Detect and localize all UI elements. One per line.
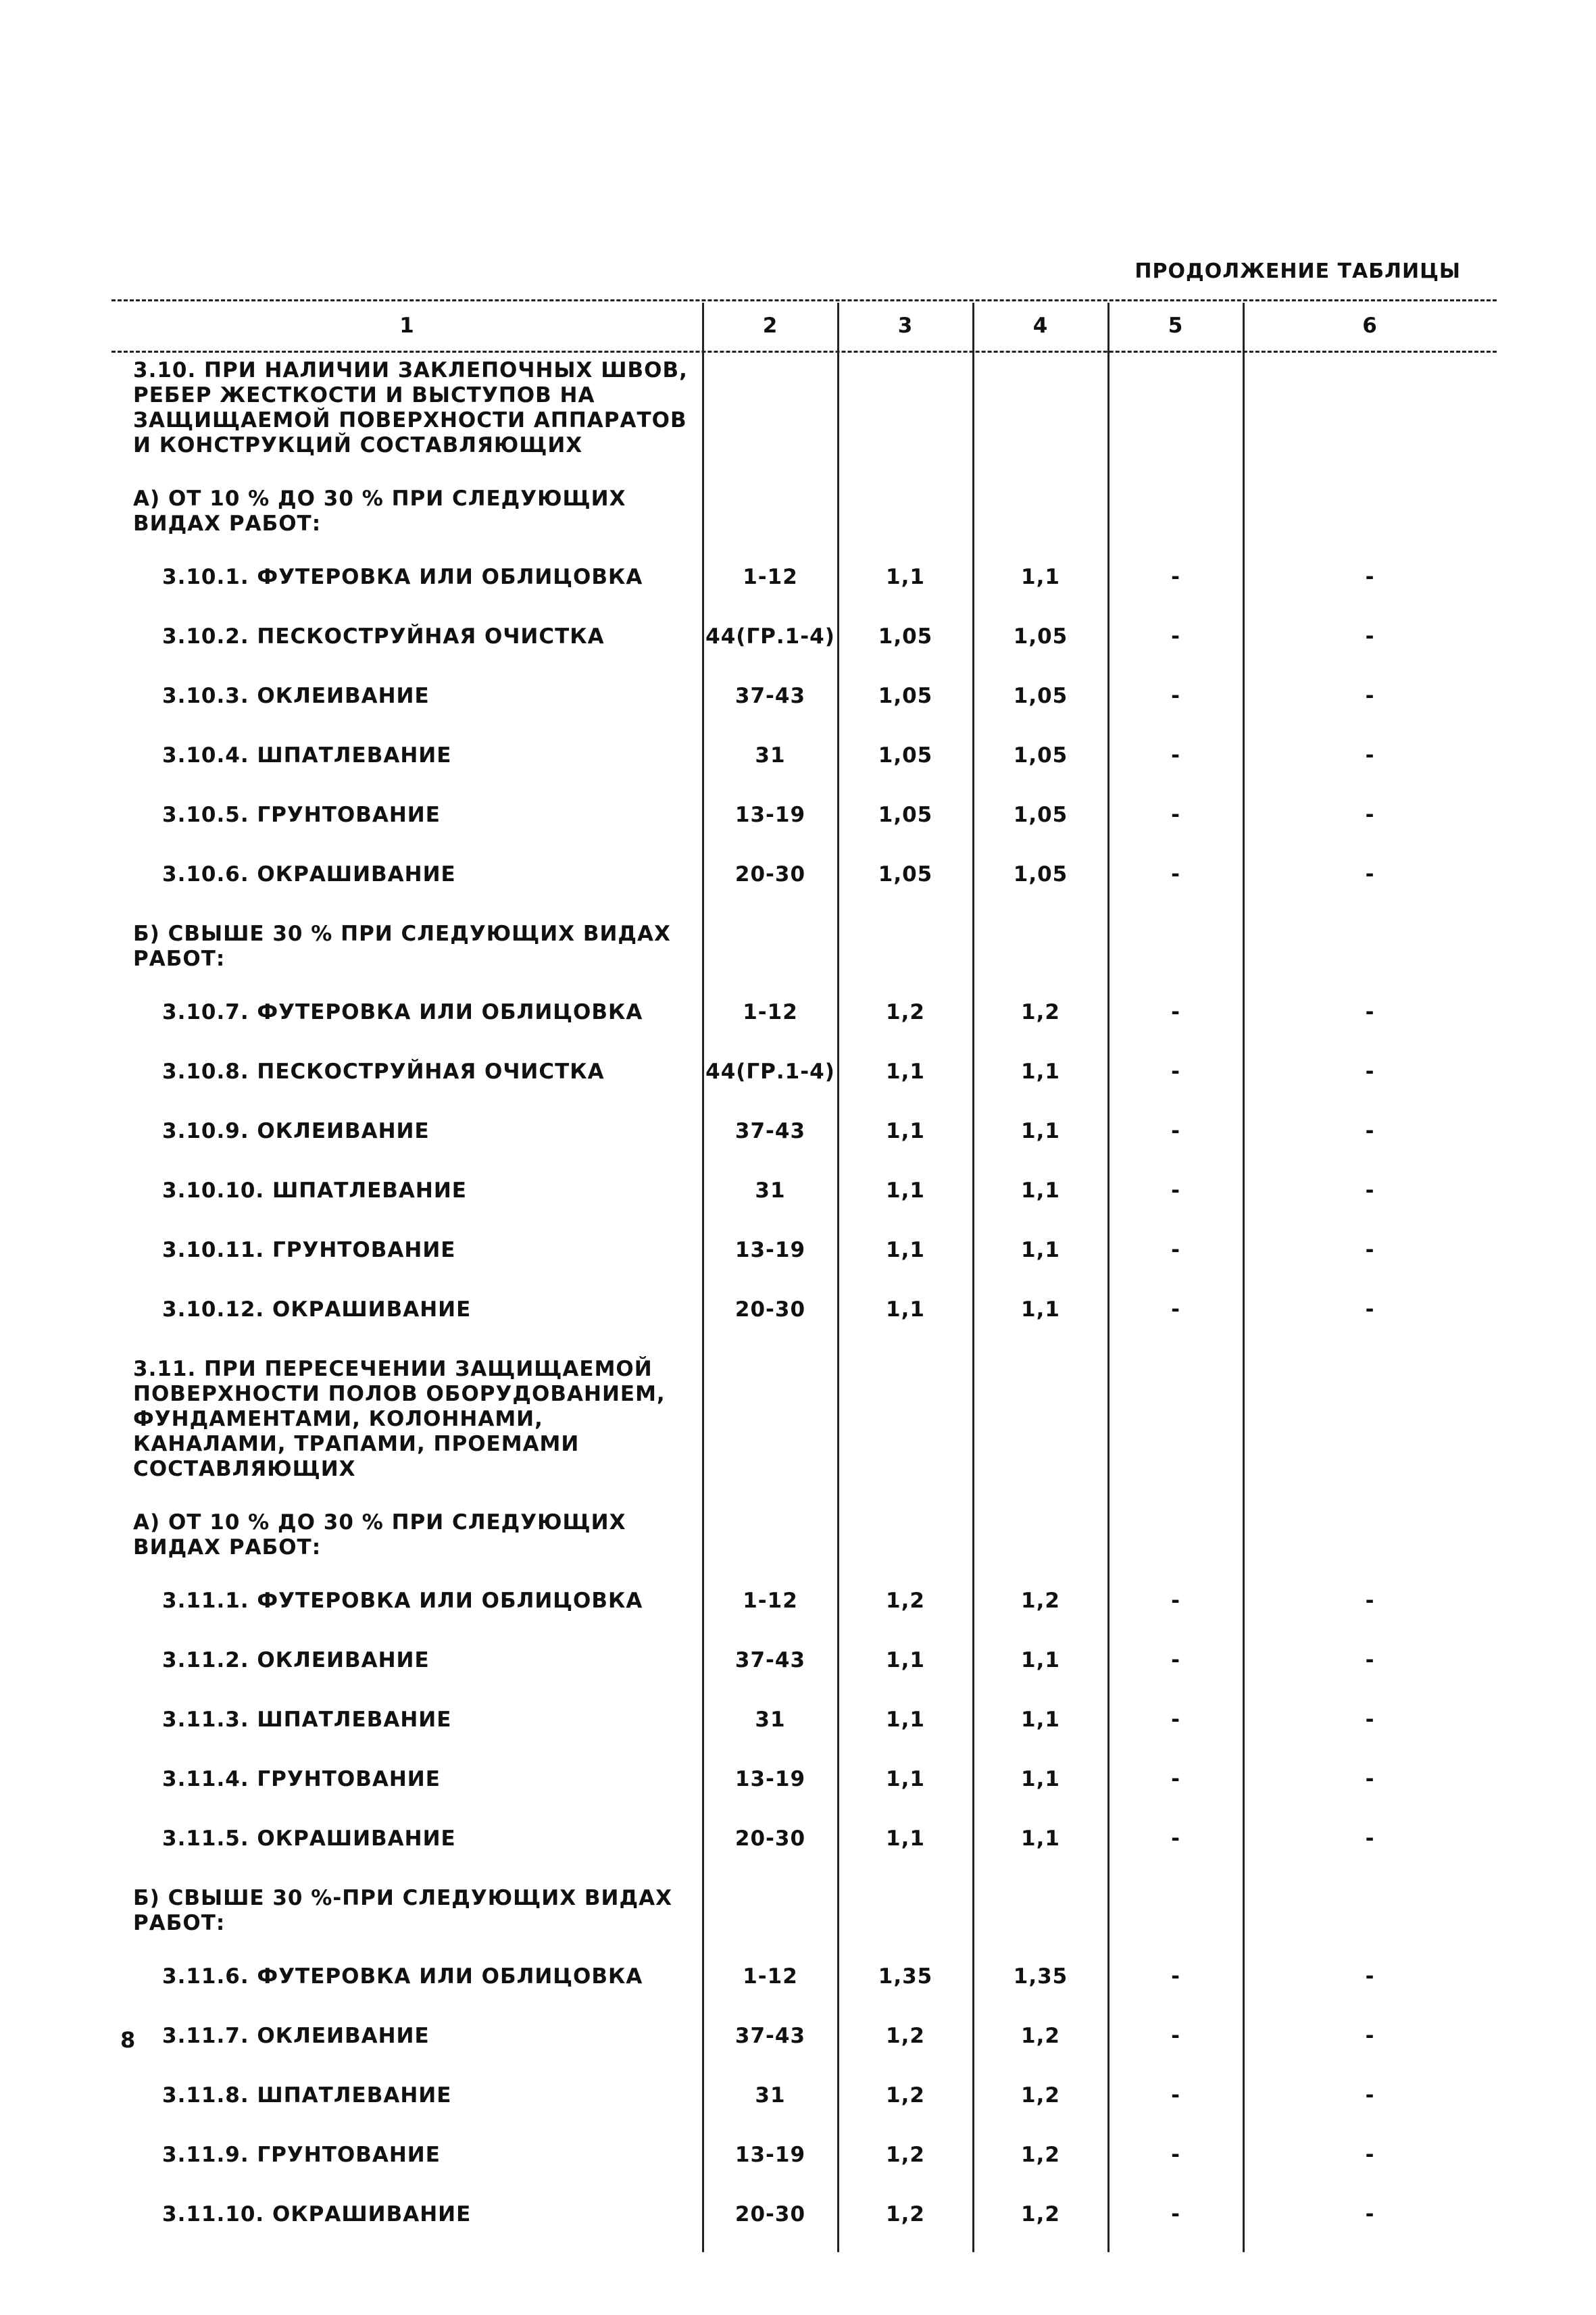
row-description: 3.10.7. ФУТЕРОВКА ИЛИ ОБЛИЦОВКА [162,1000,643,1024]
row-description: Б) СВЫШЕ 30 % ПРИ СЛЕДУЮЩИХ ВИДАХ РАБОТ: [133,922,671,971]
row-description: А) ОТ 10 % ДО 30 % ПРИ СЛЕДУЮЩИХ ВИДАХ РАБОТ: [133,487,626,536]
cell-c6: - [1365,1060,1375,1084]
empty-cell [703,1501,838,1579]
cell-c5: - [1171,2202,1180,2226]
cell-c5: - [1171,684,1180,708]
cell-c6: - [1365,1297,1375,1322]
cell-c6: - [1365,2024,1375,2048]
cell-c5: - [1171,1826,1180,1851]
empty-cell [1243,912,1497,991]
cell-c4: 1,1 [1021,1708,1060,1732]
cell-c4: 1,1 [1021,1767,1060,1791]
table-row [111,1698,1497,1758]
column-separator [972,303,974,2252]
cell-c6: - [1365,1000,1375,1024]
cell-c6: - [1365,565,1375,589]
cell-c3: 1,2 [886,2083,925,2108]
cell-c3: 1,1 [886,565,925,589]
row-description: 3.11.7. ОКЛЕИВАНИЕ [162,2024,430,2048]
cell-c4: 1,2 [1021,2024,1060,2048]
cell-c3: 1,1 [886,1708,925,1732]
table-row [111,1110,1497,1169]
table-row [111,1228,1497,1288]
row-description: 3.10.3. ОКЛЕИВАНИЕ [162,684,430,708]
cell-c2: 13-19 [734,2143,806,2167]
cell-c2: 37-43 [734,1119,806,1143]
table-row [111,2014,1497,2074]
cell-c5: - [1171,1589,1180,1613]
table-row [111,477,1497,555]
empty-cell [703,1347,838,1501]
cell-c5: - [1171,1767,1180,1791]
cell-c2: 31 [755,743,786,768]
row-description: 3.11.10. ОКРАШИВАНИЕ [162,2202,472,2226]
table-continuation-caption: ПРОДОЛЖЕНИЕ ТАБЛИЦЫ [1134,259,1461,283]
column-header: 4 [1032,313,1049,338]
cell-c5: - [1171,2143,1180,2167]
cell-c5: - [1171,862,1180,887]
cell-c2: 44(ГР.1-4) [705,1060,835,1084]
empty-cell [1243,1347,1497,1501]
cell-c2: 1-12 [743,1000,798,1024]
cell-c4: 1,2 [1021,1000,1060,1024]
row-description: 3.11.2. ОКЛЕИВАНИЕ [162,1648,430,1672]
row-description: 3.11.1. ФУТЕРОВКА ИЛИ ОБЛИЦОВКА [162,1589,643,1613]
table-row [111,1347,1497,1501]
cell-c2: 1-12 [743,1964,798,1989]
empty-cell [703,349,838,477]
cell-c2: 1-12 [743,565,798,589]
cell-c3: 1,1 [886,1767,925,1791]
column-separator [1243,303,1245,2252]
row-description: 3.11.9. ГРУНТОВАНИЕ [162,2143,441,2167]
cell-c3: 1,2 [886,2143,925,2167]
cell-c5: - [1171,2083,1180,2108]
cell-c2: 37-43 [734,1648,806,1672]
empty-cell [973,912,1108,991]
row-description: 3.10.2. ПЕСКОСТРУЙНАЯ ОЧИСТКА [162,624,605,649]
empty-cell [838,349,973,477]
table-row [111,734,1497,793]
row-description: 3.10.9. ОКЛЕИВАНИЕ [162,1119,430,1143]
cell-c6: - [1365,1238,1375,1262]
cell-c3: 1,1 [886,1826,925,1851]
row-description: 3.10.4. ШПАТЛЕВАНИЕ [162,743,452,768]
cell-c2: 13-19 [734,1767,806,1791]
cell-c2: 20-30 [734,2202,806,2226]
column-separator [837,303,839,2252]
row-description: 3.10. ПРИ НАЛИЧИИ ЗАКЛЕПОЧНЫХ ШВОВ, РЕБЕР ЖЕСТКОСТИ И ВЫСТУПОВ НА ЗАЩИЩАЕМОЙ ПОВЕРХНОСТИ АППАРАТОВ И КОНСТРУКЦИЙ СОСТАВЛЯЮЩИХ [133,358,688,457]
cell-c5: - [1171,1238,1180,1262]
cell-c5: - [1171,743,1180,768]
empty-cell [1108,349,1243,477]
cell-c2: 13-19 [734,803,806,827]
cell-c6: - [1365,1708,1375,1732]
cell-c6: - [1365,2202,1375,2226]
cell-c4: 1,1 [1021,1648,1060,1672]
table-body [111,349,1497,2252]
row-description: Б) СВЫШЕ 30 %-ПРИ СЛЕДУЮЩИХ ВИДАХ РАБОТ: [133,1886,672,1935]
cell-c5: - [1171,1060,1180,1084]
cell-c4: 1,1 [1021,1178,1060,1203]
column-header: 3 [897,313,914,338]
cell-c4: 1,2 [1021,2083,1060,2108]
cell-c5: - [1171,1708,1180,1732]
row-description: 3.10.10. ШПАТЛЕВАНИЕ [162,1178,467,1203]
cell-c3: 1,2 [886,1000,925,1024]
cell-c6: - [1365,1119,1375,1143]
cell-c4: 1,1 [1021,565,1060,589]
empty-cell [838,1501,973,1579]
row-description: 3.10.11. ГРУНТОВАНИЕ [162,1238,456,1262]
cell-c3: 1,1 [886,1648,925,1672]
cell-c4: 1,2 [1021,1589,1060,1613]
cell-c3: 1,1 [886,1119,925,1143]
cell-c5: - [1171,1000,1180,1024]
row-description: 3.10.5. ГРУНТОВАНИЕ [162,803,441,827]
empty-cell [973,1501,1108,1579]
row-description: А) ОТ 10 % ДО 30 % ПРИ СЛЕДУЮЩИХ ВИДАХ РАБОТ: [133,1510,626,1560]
row-description: 3.11.8. ШПАТЛЕВАНИЕ [162,2083,452,2108]
cell-c2: 20-30 [734,862,806,887]
empty-cell [1108,1347,1243,1501]
empty-cell [973,349,1108,477]
column-separator [1107,303,1109,2252]
cell-c6: - [1365,624,1375,649]
cell-c2: 20-30 [734,1297,806,1322]
cell-c3: 1,2 [886,2024,925,2048]
cell-c4: 1,05 [1013,803,1068,827]
cell-c5: - [1171,624,1180,649]
table-row [111,1579,1497,1639]
table-row [111,1050,1497,1110]
column-separator [702,303,704,2252]
table-row [111,674,1497,734]
empty-cell [1243,477,1497,555]
empty-cell [838,1876,973,1955]
empty-cell [703,912,838,991]
table-row [111,1288,1497,1347]
cell-c6: - [1365,1826,1375,1851]
row-description: 3.11.5. ОКРАШИВАНИЕ [162,1826,456,1851]
cell-c3: 1,2 [886,2202,925,2226]
table-row [111,1955,1497,2014]
empty-cell [703,1876,838,1955]
table-row [111,1876,1497,1955]
table-row [111,912,1497,991]
cell-c4: 1,1 [1021,1826,1060,1851]
table-row [111,349,1497,477]
empty-cell [973,477,1108,555]
empty-cell [838,912,973,991]
cell-c6: - [1365,684,1375,708]
cell-c4: 1,05 [1013,624,1068,649]
row-description: 3.11.3. ШПАТЛЕВАНИЕ [162,1708,452,1732]
row-description: 3.10.12. ОКРАШИВАНИЕ [162,1297,472,1322]
cell-c2: 44(ГР.1-4) [705,624,835,649]
cell-c3: 1,1 [886,1060,925,1084]
cell-c4: 1,1 [1021,1297,1060,1322]
coefficients-table [111,303,1497,2252]
cell-c6: - [1365,1964,1375,1989]
cell-c3: 1,05 [878,743,933,768]
cell-c2: 20-30 [734,1826,806,1851]
cell-c4: 1,05 [1013,684,1068,708]
column-header: 5 [1168,313,1184,338]
table-row [111,991,1497,1050]
table-row [111,2193,1497,2252]
cell-c4: 1,05 [1013,862,1068,887]
cell-c6: - [1365,743,1375,768]
column-header: 6 [1362,313,1378,338]
cell-c3: 1,05 [878,684,933,708]
cell-c4: 1,05 [1013,743,1068,768]
page-number: 8 [120,2027,136,2053]
empty-cell [973,1347,1108,1501]
empty-cell [1108,1876,1243,1955]
cell-c4: 1,2 [1021,2202,1060,2226]
cell-c6: - [1365,2083,1375,2108]
cell-c6: - [1365,862,1375,887]
empty-cell [838,1347,973,1501]
column-header: 2 [762,313,778,338]
cell-c6: - [1365,1767,1375,1791]
cell-c2: 31 [755,1178,786,1203]
cell-c5: - [1171,1178,1180,1203]
table-row [111,853,1497,912]
header-top-rule [111,299,1497,301]
table-row [111,2133,1497,2193]
table-row [111,1817,1497,1876]
cell-c4: 1,1 [1021,1060,1060,1084]
cell-c2: 31 [755,2083,786,2108]
cell-c5: - [1171,1119,1180,1143]
cell-c5: - [1171,1648,1180,1672]
table-row [111,1169,1497,1228]
cell-c2: 37-43 [734,684,806,708]
empty-cell [838,477,973,555]
cell-c5: - [1171,1297,1180,1322]
table-row [111,615,1497,674]
cell-c2: 1-12 [743,1589,798,1613]
table-row [111,1639,1497,1698]
cell-c5: - [1171,803,1180,827]
cell-c3: 1,1 [886,1297,925,1322]
empty-cell [1108,1501,1243,1579]
row-description: 3.10.8. ПЕСКОСТРУЙНАЯ ОЧИСТКА [162,1060,605,1084]
cell-c3: 1,05 [878,862,933,887]
cell-c5: - [1171,565,1180,589]
cell-c6: - [1365,1648,1375,1672]
table-row [111,1758,1497,1817]
row-description: 3.10.1. ФУТЕРОВКА ИЛИ ОБЛИЦОВКА [162,565,643,589]
cell-c2: 31 [755,1708,786,1732]
empty-cell [703,477,838,555]
row-description: 3.10.6. ОКРАШИВАНИЕ [162,862,456,887]
cell-c3: 1,35 [878,1964,933,1989]
cell-c3: 1,05 [878,803,933,827]
cell-c6: - [1365,803,1375,827]
cell-c2: 37-43 [734,2024,806,2048]
row-description: 3.11.4. ГРУНТОВАНИЕ [162,1767,441,1791]
cell-c3: 1,1 [886,1178,925,1203]
table-header-row [111,303,1497,349]
cell-c2: 13-19 [734,1238,806,1262]
cell-c4: 1,1 [1021,1238,1060,1262]
cell-c5: - [1171,1964,1180,1989]
cell-c3: 1,1 [886,1238,925,1262]
empty-cell [1243,1876,1497,1955]
empty-cell [1243,349,1497,477]
cell-c6: - [1365,1589,1375,1613]
empty-cell [1108,912,1243,991]
cell-c5: - [1171,2024,1180,2048]
empty-cell [1243,1501,1497,1579]
cell-c6: - [1365,2143,1375,2167]
empty-cell [1108,477,1243,555]
table-row [111,555,1497,615]
row-description: 3.11. ПРИ ПЕРЕСЕЧЕНИИ ЗАЩИЩАЕМОЙ ПОВЕРХНОСТИ ПОЛОВ ОБОРУДОВАНИЕМ, ФУНДАМЕНТАМИ, КОЛОННАМИ, КАНАЛАМИ, ТРАПАМИ, ПРОЕМАМИ СОСТАВЛЯЮЩИХ [133,1357,666,1481]
row-description: 3.11.6. ФУТЕРОВКА ИЛИ ОБЛИЦОВКА [162,1964,643,1989]
table-row [111,2074,1497,2133]
table-row [111,793,1497,853]
cell-c4: 1,1 [1021,1119,1060,1143]
cell-c3: 1,2 [886,1589,925,1613]
cell-c6: - [1365,1178,1375,1203]
empty-cell [973,1876,1108,1955]
cell-c4: 1,2 [1021,2143,1060,2167]
table-row [111,1501,1497,1579]
column-header: 1 [399,313,415,338]
cell-c3: 1,05 [878,624,933,649]
cell-c4: 1,35 [1013,1964,1068,1989]
